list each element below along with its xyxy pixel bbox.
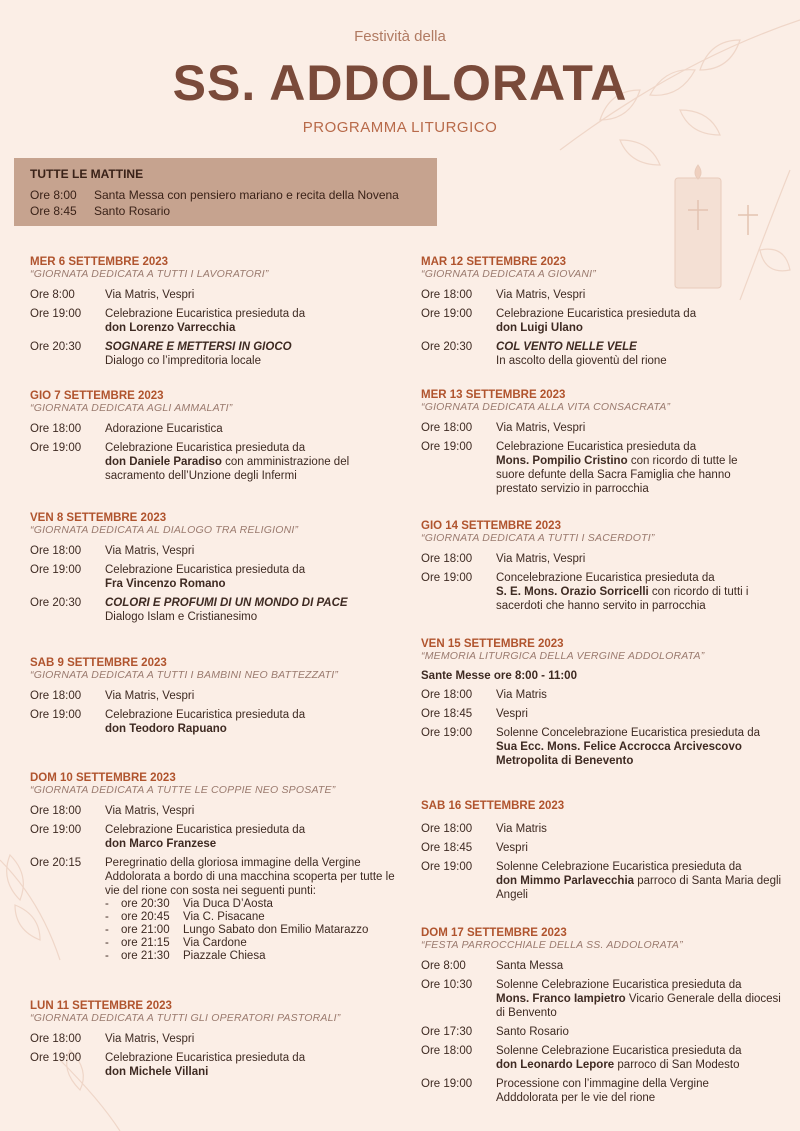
day-block xyxy=(30,657,400,741)
event-text: Celebrazione Eucaristica presieduta da xyxy=(105,1052,306,1064)
event-text-rest: parroco di San Modesto xyxy=(614,1059,740,1071)
event-row xyxy=(421,841,786,855)
event-text: Vespri xyxy=(496,708,528,720)
event-row xyxy=(30,708,400,736)
event-text: Peregrinatio della gloriosa immagine della Vergine Addolorata a bordo di una macchina scoperta per tutte le vie del rione con sosta nei seguenti punti: xyxy=(105,857,395,897)
day-block xyxy=(30,390,370,488)
event-time: Ore 19:00 xyxy=(421,441,473,453)
event-row xyxy=(421,707,786,721)
event-row xyxy=(30,689,400,703)
event-row xyxy=(421,421,751,435)
event-text-rest: con ricordo di tutti i sacerdoti che hanno servito in parrocchia xyxy=(496,586,749,612)
day-theme: “GIORNATA DEDICATA AGLI AMMALATI” xyxy=(30,402,233,414)
event-text: Via Matris xyxy=(496,689,547,701)
event-time: Ore 19:00 xyxy=(421,727,473,739)
stop-time: ore 20:45 xyxy=(121,911,170,923)
day-block xyxy=(30,1000,400,1084)
day-theme: “GIORNATA DEDICATA A TUTTI GLI OPERATORI PASTORALI” xyxy=(30,1012,341,1024)
event-time: Ore 20:30 xyxy=(421,341,473,353)
event-time: Ore 18:00 xyxy=(421,689,473,701)
event-celebrant: don Lorenzo Varrecchia xyxy=(105,322,236,334)
event-text: Solenne Celebrazione Eucaristica presieduta da xyxy=(496,1045,742,1057)
event-text-rest: parroco di Santa Maria degli Angeli xyxy=(496,875,782,901)
stop-place: Via Duca D’Aosta xyxy=(183,898,273,910)
mornings-title: TUTTE LE MATTINE xyxy=(30,167,144,181)
event-title: SOGNARE E METTERSI IN GIOCO xyxy=(105,341,292,353)
event-celebrant: don Luigi Ulano xyxy=(496,322,583,334)
event-text: Via Matris, Vespri xyxy=(105,1033,195,1045)
event-text: Via Matris, Vespri xyxy=(496,422,586,434)
event-celebrant: Sua Ecc. Mons. Felice Accrocca Arcivescovo Metropolita di Benevento xyxy=(496,741,742,767)
stop-row: - ore 21:30 Piazzale Chiesa xyxy=(105,950,266,962)
day-theme: “GIORNATA DEDICATA AL DIALOGO TRA RELIGIONI” xyxy=(30,524,299,536)
event-celebrant: don Michele Villani xyxy=(105,1066,209,1078)
day-block xyxy=(30,256,400,373)
event-text: Solenne Concelebrazione Eucaristica presieduta da xyxy=(496,727,761,739)
event-text: Solenne Celebrazione Eucaristica presieduta da xyxy=(496,861,742,873)
day-date: VEN 15 SETTEMBRE 2023 xyxy=(421,638,564,650)
day-date: VEN 8 SETTEMBRE 2023 xyxy=(30,512,167,524)
day-theme: “GIORNATA DEDICATA ALLA VITA CONSACRATA” xyxy=(421,401,671,413)
stop-time: ore 21:15 xyxy=(121,937,170,949)
stop-place: Via Cardone xyxy=(183,937,247,949)
event-text: Via Matris, Vespri xyxy=(105,805,195,817)
mornings-row xyxy=(30,187,421,203)
day-date: GIO 14 SETTEMBRE 2023 xyxy=(421,520,561,532)
event-text: Dialogo Islam e Cristianesimo xyxy=(105,611,258,623)
day-date: MER 13 SETTEMBRE 2023 xyxy=(421,389,566,401)
day-date: SAB 16 SETTEMBRE 2023 xyxy=(421,800,565,812)
stop-place: Via C. Pisacane xyxy=(183,911,265,923)
special-masses: Sante Messe ore 8:00 - 11:00 xyxy=(421,670,577,682)
day-theme: “GIORNATA DEDICATA A TUTTI I SACERDOTI” xyxy=(421,532,655,544)
event-celebrant: Mons. Pompilio Cristino xyxy=(496,455,628,467)
event-time: Ore 18:45 xyxy=(421,842,473,854)
event-time: Ore 10:30 xyxy=(421,979,473,991)
day-date: DOM 10 SETTEMBRE 2023 xyxy=(30,772,176,784)
event-time: Ore 8:00 xyxy=(30,289,75,301)
event-row xyxy=(421,860,786,902)
stop-time: ore 21:30 xyxy=(121,950,170,962)
event-row xyxy=(421,552,781,566)
day-block xyxy=(421,520,781,618)
stop-place: Piazzale Chiesa xyxy=(183,950,266,962)
event-time: Ore 19:00 xyxy=(30,824,82,836)
event-row xyxy=(30,596,400,624)
day-block xyxy=(421,927,786,1110)
event-text: Via Matris, Vespri xyxy=(105,690,195,702)
event-row xyxy=(421,822,786,836)
event-text: Celebrazione Eucaristica presieduta da xyxy=(105,824,306,836)
event-text: Processione con l’immagine della Vergine Adddolorata per le vie del rione xyxy=(496,1078,709,1104)
event-text: Via Matris, Vespri xyxy=(105,545,195,557)
event-celebrant: S. E. Mons. Orazio Sorricelli xyxy=(496,586,649,598)
event-row xyxy=(30,340,400,368)
event-time: Ore 18:00 xyxy=(30,423,82,435)
event-row xyxy=(30,422,370,436)
event-row xyxy=(421,978,786,1020)
event-row xyxy=(421,959,786,973)
event-time: Ore 19:00 xyxy=(30,308,82,320)
event-text: Santo Rosario xyxy=(496,1026,569,1038)
event-title: COLORI E PROFUMI DI UN MONDO DI PACE xyxy=(105,597,348,609)
day-date: MER 6 SETTEMBRE 2023 xyxy=(30,256,169,268)
event-text-rest: Vicario Generale della diocesi di Benvento xyxy=(496,993,781,1019)
event-row xyxy=(421,688,786,702)
event-time: Ore 18:00 xyxy=(421,553,473,565)
event-time: Ore 19:00 xyxy=(421,572,473,584)
event-time: Ore 19:00 xyxy=(30,442,82,454)
event-row xyxy=(421,440,751,496)
event-time: Ore 18:00 xyxy=(30,1033,82,1045)
day-block xyxy=(421,638,786,773)
event-row xyxy=(30,804,400,818)
day-date: MAR 12 SETTEMBRE 2023 xyxy=(421,256,567,268)
mornings-box xyxy=(14,158,437,226)
event-time: Ore 18:45 xyxy=(421,708,473,720)
event-text: Celebrazione Eucaristica presieduta da xyxy=(105,709,306,721)
day-block xyxy=(30,772,400,968)
event-time: Ore 20:15 xyxy=(30,857,82,869)
mornings-text: Santa Messa con pensiero mariano e recita della Novena xyxy=(94,188,399,202)
event-time: Ore 18:00 xyxy=(421,422,473,434)
event-text: Celebrazione Eucaristica presieduta da xyxy=(496,441,697,453)
event-text: Celebrazione Eucaristica presieduta da xyxy=(105,442,306,454)
mornings-time: Ore 8:45 xyxy=(30,204,77,218)
event-text: Celebrazione Eucaristica presieduta da xyxy=(105,564,306,576)
event-row xyxy=(30,563,400,591)
day-theme: “GIORNATA DEDICATA A TUTTE LE COPPIE NEO SPOSATE” xyxy=(30,784,336,796)
stop-row: - ore 20:30 Via Duca D’Aosta xyxy=(105,898,273,910)
event-time: Ore 19:00 xyxy=(30,564,82,576)
event-row xyxy=(30,307,400,335)
day-block xyxy=(421,256,791,373)
day-theme: “GIORNATA DEDICATA A TUTTI I BAMBINI NEO BATTEZZATI” xyxy=(30,669,339,681)
mornings-time: Ore 8:00 xyxy=(30,188,77,202)
event-time: Ore 19:00 xyxy=(421,1078,473,1090)
event-time: Ore 20:30 xyxy=(30,597,82,609)
day-date: GIO 7 SETTEMBRE 2023 xyxy=(30,390,164,402)
event-row xyxy=(421,288,791,302)
event-time: Ore 18:00 xyxy=(421,823,473,835)
event-time: Ore 17:30 xyxy=(421,1026,473,1038)
event-text: Adorazione Eucaristica xyxy=(105,423,223,435)
event-row xyxy=(30,1032,400,1046)
page-title: SS. ADDOLORATA xyxy=(172,55,628,111)
event-text: Vespri xyxy=(496,842,528,854)
header-pretitle: Festività della xyxy=(354,28,446,45)
event-time: Ore 19:00 xyxy=(421,308,473,320)
event-row xyxy=(421,571,781,613)
event-celebrant: don Teodoro Rapuano xyxy=(105,723,227,735)
event-text: Dialogo co l’impreditoria locale xyxy=(105,355,261,367)
mornings-row xyxy=(30,203,421,219)
day-block xyxy=(30,512,400,629)
event-text: Santa Messa xyxy=(496,960,564,972)
event-time: Ore 20:30 xyxy=(30,341,82,353)
stop-time: ore 20:30 xyxy=(121,898,170,910)
day-theme: “MEMORIA LITURGICA DELLA VERGINE ADDOLORATA” xyxy=(421,650,705,662)
event-time: Ore 18:00 xyxy=(421,289,473,301)
event-time: Ore 18:00 xyxy=(30,690,82,702)
event-celebrant: don Daniele Paradiso xyxy=(105,456,222,468)
event-text: Via Matris, Vespri xyxy=(496,553,586,565)
stop-row: - ore 21:15 Via Cardone xyxy=(105,937,247,949)
event-row xyxy=(421,307,791,335)
event-row xyxy=(30,441,370,483)
day-theme: “FESTA PARROCCHIALE DELLA SS. ADDOLORATA” xyxy=(421,939,683,951)
day-block xyxy=(421,800,786,907)
mornings-text: Santo Rosario xyxy=(94,204,171,218)
stop-time: ore 21:00 xyxy=(121,924,170,936)
day-date: SAB 9 SETTEMBRE 2023 xyxy=(30,657,167,669)
event-time: Ore 19:00 xyxy=(421,861,473,873)
stop-row: - ore 20:45 Via C. Pisacane xyxy=(105,911,265,923)
event-celebrant: don Marco Franzese xyxy=(105,838,217,850)
day-date: DOM 17 SETTEMBRE 2023 xyxy=(421,927,567,939)
event-row xyxy=(30,288,400,302)
event-celebrant: don Leonardo Lepore xyxy=(496,1059,615,1071)
day-theme: “GIORNATA DEDICATA A TUTTI I LAVORATORI” xyxy=(30,268,269,280)
event-time: Ore 18:00 xyxy=(421,1045,473,1057)
day-block xyxy=(421,389,751,501)
event-text: Celebrazione Eucaristica presieduta da xyxy=(496,308,697,320)
event-row xyxy=(421,1044,786,1072)
event-time: Ore 19:00 xyxy=(30,1052,82,1064)
event-celebrant: Fra Vincenzo Romano xyxy=(105,578,226,590)
event-celebrant: Mons. Franco Iampietro xyxy=(496,993,626,1005)
event-row xyxy=(30,544,400,558)
event-title: COL VENTO NELLE VELE xyxy=(496,341,637,353)
day-theme: “GIORNATA DEDICATA A GIOVANI” xyxy=(421,268,596,280)
stop-place: Lungo Sabato don Emilio Matarazzo xyxy=(183,924,369,936)
event-time: Ore 19:00 xyxy=(30,709,82,721)
event-text: Solenne Celebrazione Eucaristica presieduta da xyxy=(496,979,742,991)
event-row xyxy=(421,726,786,768)
event-text: Concelebrazione Eucaristica presieduta da xyxy=(496,572,715,584)
event-text-rest: con amministrazione del sacramento dell’Unzione degli Infermi xyxy=(105,456,350,482)
event-text: Via Matris, Vespri xyxy=(105,289,195,301)
stop-row: - ore 21:00 Lungo Sabato don Emilio Matarazzo xyxy=(105,924,369,936)
stops-list xyxy=(105,898,400,963)
day-date: LUN 11 SETTEMBRE 2023 xyxy=(30,1000,172,1012)
event-time: Ore 8:00 xyxy=(421,960,466,972)
event-time: Ore 18:00 xyxy=(30,545,82,557)
page-subtitle: PROGRAMMA LITURGICO xyxy=(302,119,498,136)
event-text: Celebrazione Eucaristica presieduta da xyxy=(105,308,306,320)
event-text: Via Matris xyxy=(496,823,547,835)
event-row xyxy=(30,1051,400,1079)
event-text: In ascolto della gioventù del rione xyxy=(496,355,667,367)
event-row xyxy=(30,856,400,963)
event-row xyxy=(421,1025,786,1039)
event-row xyxy=(421,1077,786,1105)
event-text-rest: con ricordo di tutte le suore defunte della Sacra Famiglia che hanno prestato servizio in parrocchia xyxy=(496,455,738,495)
event-row xyxy=(30,823,400,851)
event-text: Via Matris, Vespri xyxy=(496,289,586,301)
event-time: Ore 18:00 xyxy=(30,805,82,817)
event-celebrant: don Mimmo Parlavecchia xyxy=(496,875,635,887)
event-row xyxy=(421,340,791,368)
